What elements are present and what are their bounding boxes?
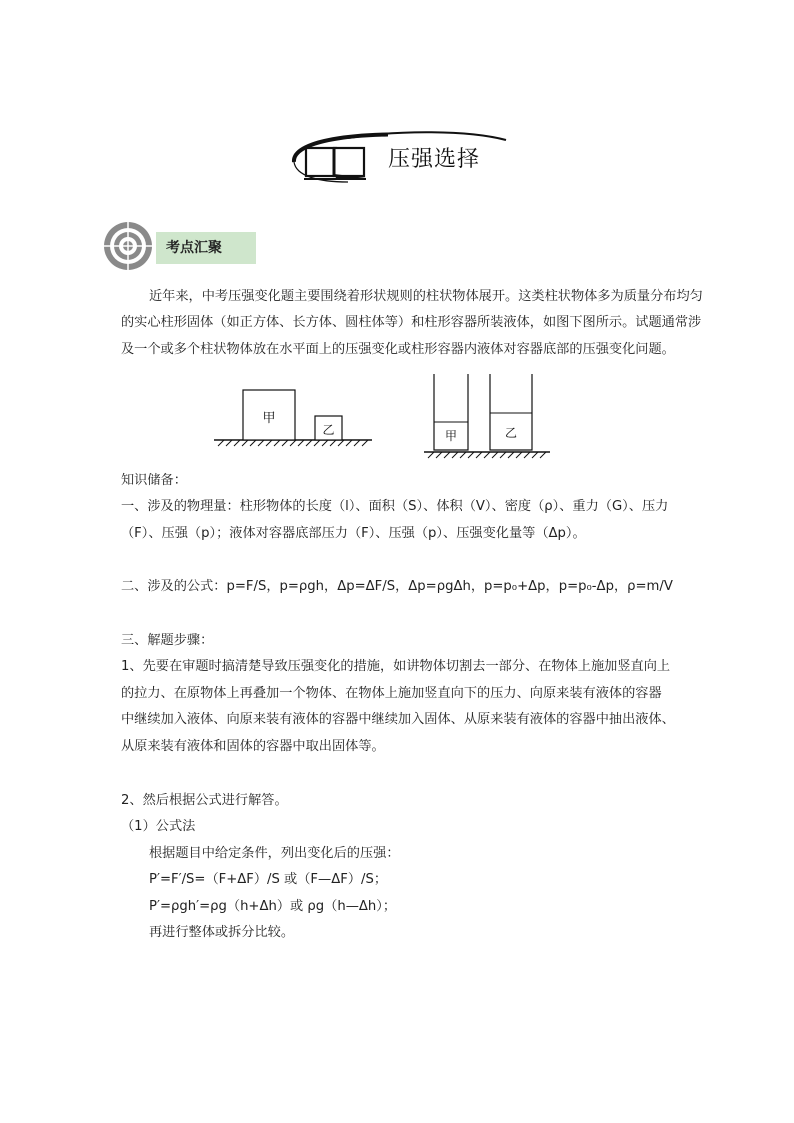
section-header — [100, 220, 270, 272]
item1-line2: （F）、压强（p）；液体对容器底部压力（F）、压强（p）、压强变化量等（Δp）。 — [121, 525, 586, 541]
intro-block — [121, 284, 703, 363]
method1-line3: P′=ρgh′=ρg（h+Δh）或 ρg（h—Δh）； — [149, 898, 397, 914]
solid-b-label: 乙 — [322, 423, 335, 437]
section-label: 考点汇聚 — [156, 232, 256, 264]
pressure-figure — [210, 370, 550, 460]
item1-line1: 一、涉及的物理量：柱形物体的长度（l）、面积（S）、体积（V）、密度（ρ）、重力（G）、压力 — [121, 499, 669, 515]
knowledge-section — [121, 468, 703, 547]
item2-formulas: 二、涉及的公式：p=F/S，p=ρgh，Δp=ΔF/S，Δp=ρgΔh，p=p₀+Δp，p=p₀-Δp，ρ=m/V — [121, 579, 673, 594]
knowledge-heading: 知识储备： — [121, 473, 187, 488]
method1-line4: 再进行整体或拆分比较。 — [149, 925, 295, 941]
target-icon — [100, 220, 160, 272]
method-section — [121, 788, 703, 946]
intro-paragraph: 近年来，中考压强变化题主要围绕着形状规则的柱状物体展开。这类柱状物体多为质量分布均匀的实心柱形固体（如正方体、长方体、圆柱体等）和柱形容器所装液体，如图下图所示。试题通常涉及一个或多个柱状物体放在水平面上的压强变化或柱形容器内液体对容器底部的压强变化问题。 — [121, 289, 703, 357]
method1-title: （1）公式法 — [121, 819, 196, 835]
liquid-a-label: 甲 — [444, 429, 458, 443]
containers-diagram — [424, 374, 550, 458]
steps-section — [121, 628, 703, 760]
title-block — [288, 128, 508, 188]
page-title: 压强选择 — [388, 147, 481, 172]
method1-line2: P′=F′/S=（F+ΔF）/S 或（F—ΔF）/S； — [149, 872, 388, 888]
step1-line3: 中继续加入液体、向原来装有液体的容器中继续加入固体、从原来装有液体的容器中抽出液体、 — [121, 712, 675, 728]
item3-heading: 三、解题步骤： — [121, 633, 214, 648]
step1-line1: 1、先要在审题时搞清楚导致压强变化的措施，如讲物体切割去一部分、在物体上施加竖直向上 — [121, 659, 671, 675]
method1-line1: 根据题目中给定条件，列出变化后的压强： — [149, 845, 400, 861]
solid-a-label: 甲 — [262, 411, 276, 426]
step2: 2、然后根据公式进行解答。 — [121, 793, 288, 808]
liquid-b-label: 乙 — [504, 426, 518, 440]
step1-line2: 的拉力、在原物体上再叠加一个物体、在物体上施加竖直向下的压力、向原来装有液体的容器 — [121, 685, 662, 701]
step1-line4: 从原来装有液体和固体的容器中取出固体等。 — [121, 738, 385, 754]
formula-section — [121, 574, 703, 600]
solids-diagram — [214, 390, 372, 446]
